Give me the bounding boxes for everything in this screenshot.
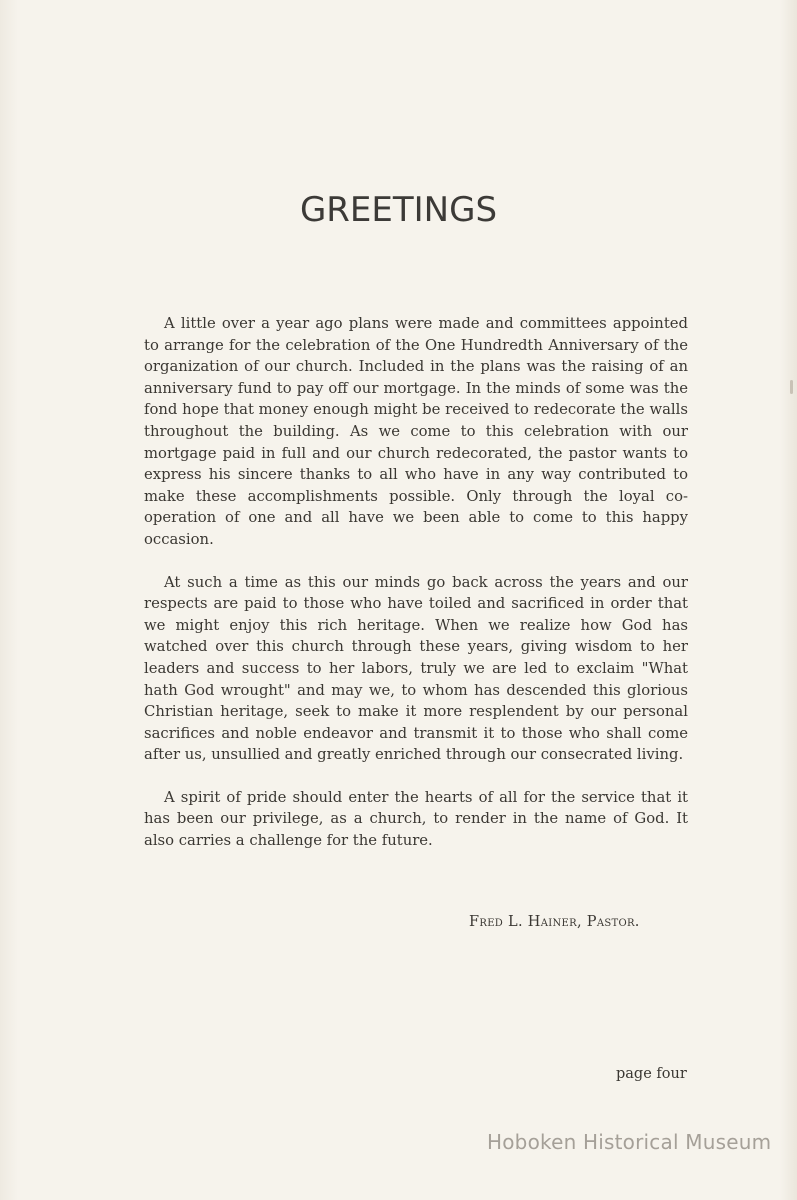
signature: Fred L. Hainer, Pastor.: [469, 914, 640, 930]
paragraph-1: A little over a year ago plans were made and committees appointed to arrange for the celebration of the One Hundredth Anniversary of the organization of our church. Included in the plans was the raising of an anniversary fund to pay off our mortgage. In the minds of some was the fond hope that money enough might be received to redecorate the walls throughout the building. As we come to this celebration with our mortgage paid in full and our church redecorated, the pastor wants to express his sincere thanks to all who have in any way contributed to make these accomplishments possible. Only through the loyal co-operation of one and all have we been able to come to this happy occasion.: [144, 315, 688, 548]
paragraph-3: A spirit of pride should enter the hearts of all for the service that it has been our privilege, as a church, to render in the name of God. It also carries a challenge for the future.: [144, 788, 688, 850]
page-number: page four: [616, 1066, 687, 1082]
letter-body: [144, 313, 688, 873]
paragraph-2: At such a time as this our minds go back across the years and our respects are paid to those who have toiled and sacrificed in order that we might enjoy this rich heritage. When we realize how God has watched over this church through these years, giving wisdom to her leaders and success to her labors, truly we are led to exclaim "What hath God wrought" and may we, to whom has descended this glorious Christian heritage, seek to make it more resplendent by our personal sacrifices and noble endeavor and transmit it to those who shall come after us, unsullied and greatly enriched through our consecrated living.: [144, 573, 688, 764]
page-title: GREETINGS: [299, 190, 498, 230]
paper-mark: [790, 380, 793, 394]
museum-watermark: Hoboken Historical Museum: [487, 1130, 772, 1154]
